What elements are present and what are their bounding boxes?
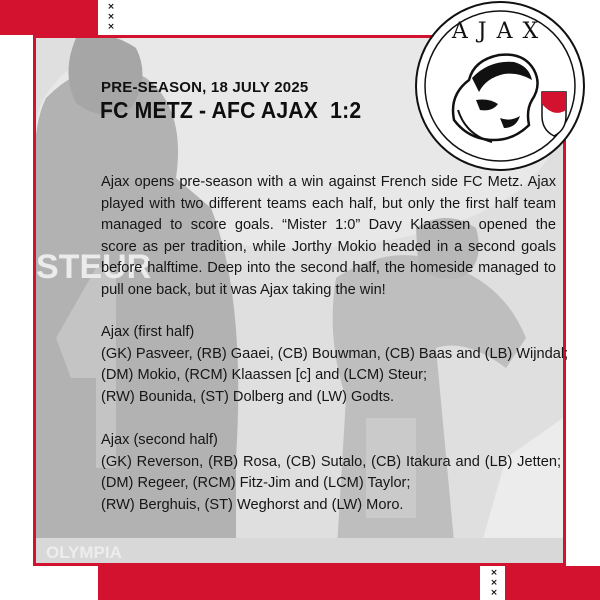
match-score-title: FC METZ - AFC AJAX 1:2 <box>100 97 362 123</box>
red-accent-bar-bottom-left <box>98 566 480 600</box>
crest-wordmark: AJAX <box>451 19 549 44</box>
ajax-crest-logo <box>414 0 586 172</box>
lineup-line: (GK) Reverson, (RB) Rosa, (CB) Sutalo, (CB) Itakura and (LB) Jetten; <box>101 453 561 470</box>
match-date-line: PRE-SEASON, 18 JULY 2025 <box>101 79 309 96</box>
lineup-second-half <box>101 430 561 516</box>
match-report-text: Ajax opens pre-season with a win against French side FC Metz. Ajax played with two different teams each half, but only the first half team managed to score goals. “Mister 1:0” Davy Klaassen opened the score as per tradition, while Jorthy Mokio headed in a second goals before halftime. Deep into the second half, the homeside managed to pull one back, but it was Ajax taking the win! <box>101 174 556 298</box>
lineup-heading: Ajax (second half) <box>101 432 218 448</box>
xxx-mark: × <box>490 577 498 588</box>
xxx-mark: × <box>107 11 115 22</box>
lineup-line: (GK) Pasveer, (RB) Gaaei, (CB) Bouwman, (CB) Baas and (LB) Wijndal; <box>101 345 569 362</box>
lineup-line: (DM) Mokio, (RCM) Klaassen [c] and (LCM) Steur; <box>101 367 427 383</box>
xxx-emblem-top <box>104 0 118 33</box>
crest-shield <box>542 92 566 136</box>
lineup-heading: Ajax (first half) <box>101 324 195 340</box>
xxx-mark: × <box>107 1 115 12</box>
xxx-mark: × <box>107 21 115 32</box>
lineup-line: (RW) Bounida, (ST) Dolberg and (LW) Godts. <box>101 388 395 405</box>
lineup-line: (RW) Berghuis, (ST) Weghorst and (LW) Moro. <box>101 496 404 513</box>
xxx-mark: × <box>490 587 498 598</box>
lineup-first-half <box>101 322 569 408</box>
red-accent-bar-top <box>0 0 98 35</box>
lineup-line: (DM) Regeer, (RCM) Fitz-Jim and (LCM) Taylor; <box>101 475 411 491</box>
red-accent-bar-bottom-right <box>505 566 600 600</box>
xxx-mark: × <box>490 567 498 578</box>
xxx-emblem-bottom <box>487 566 501 599</box>
